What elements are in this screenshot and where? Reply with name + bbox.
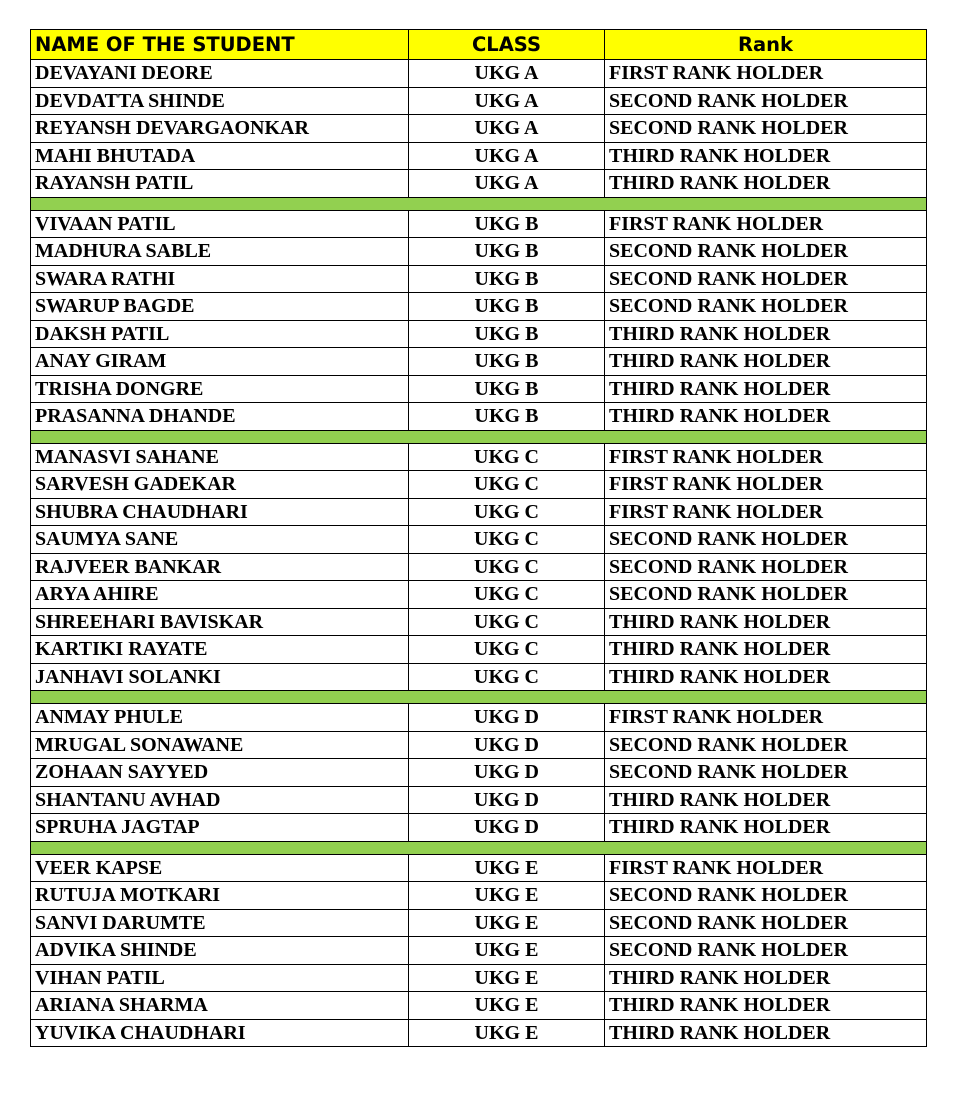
student-class-cell: UKG C <box>409 581 605 609</box>
student-class-cell: UKG E <box>409 882 605 910</box>
header-name: NAME OF THE STUDENT <box>31 30 409 60</box>
student-class-cell: UKG A <box>409 60 605 88</box>
student-rank-cell: FIRST RANK HOLDER <box>605 471 927 499</box>
student-class-cell: UKG B <box>409 348 605 376</box>
student-name-cell: JANHAVI SOLANKI <box>31 663 409 691</box>
table-row <box>31 553 927 581</box>
student-rank-cell: FIRST RANK HOLDER <box>605 210 927 238</box>
table-row <box>31 909 927 937</box>
student-name-cell: DEVAYANI DEORE <box>31 60 409 88</box>
student-class-cell: UKG A <box>409 115 605 143</box>
student-class-cell: UKG D <box>409 759 605 787</box>
table-row <box>31 403 927 431</box>
student-rank-cell: THIRD RANK HOLDER <box>605 608 927 636</box>
student-name-cell: SANVI DARUMTE <box>31 909 409 937</box>
student-name-cell: ARIANA SHARMA <box>31 992 409 1020</box>
student-rank-cell: THIRD RANK HOLDER <box>605 1019 927 1047</box>
header-rank: Rank <box>605 30 927 60</box>
student-class-cell: UKG C <box>409 471 605 499</box>
table-row <box>31 526 927 554</box>
table-row <box>31 471 927 499</box>
student-name-cell: SHANTANU AVHAD <box>31 786 409 814</box>
student-class-cell: UKG D <box>409 731 605 759</box>
student-class-cell: UKG C <box>409 663 605 691</box>
student-name-cell: SWARA RATHI <box>31 265 409 293</box>
student-name-cell: RUTUJA MOTKARI <box>31 882 409 910</box>
table-row <box>31 348 927 376</box>
student-name-cell: MANASVI SAHANE <box>31 443 409 471</box>
student-rank-cell: FIRST RANK HOLDER <box>605 60 927 88</box>
student-rank-cell: THIRD RANK HOLDER <box>605 636 927 664</box>
student-class-cell: UKG B <box>409 403 605 431</box>
student-name-cell: ADVIKA SHINDE <box>31 937 409 965</box>
table-row <box>31 608 927 636</box>
group-separator-band <box>31 430 927 443</box>
student-name-cell: KARTIKI RAYATE <box>31 636 409 664</box>
student-class-cell: UKG E <box>409 964 605 992</box>
student-name-cell: SHUBRA CHAUDHARI <box>31 498 409 526</box>
student-name-cell: TRISHA DONGRE <box>31 375 409 403</box>
student-rank-cell: THIRD RANK HOLDER <box>605 403 927 431</box>
student-name-cell: ZOHAAN SAYYED <box>31 759 409 787</box>
student-class-cell: UKG E <box>409 992 605 1020</box>
student-name-cell: RAYANSH PATIL <box>31 170 409 198</box>
student-class-cell: UKG C <box>409 636 605 664</box>
table-row <box>31 60 927 88</box>
group-separator-band <box>31 841 927 854</box>
table-row <box>31 142 927 170</box>
student-name-cell: VIVAAN PATIL <box>31 210 409 238</box>
table-row <box>31 443 927 471</box>
table-row <box>31 759 927 787</box>
student-class-cell: UKG C <box>409 553 605 581</box>
student-rank-cell: FIRST RANK HOLDER <box>605 443 927 471</box>
student-class-cell: UKG C <box>409 608 605 636</box>
student-name-cell: SARVESH GADEKAR <box>31 471 409 499</box>
student-rank-cell: SECOND RANK HOLDER <box>605 581 927 609</box>
table-row <box>31 992 927 1020</box>
header-class: CLASS <box>409 30 605 60</box>
student-rank-cell: THIRD RANK HOLDER <box>605 992 927 1020</box>
student-class-cell: UKG B <box>409 265 605 293</box>
student-rank-cell: SECOND RANK HOLDER <box>605 526 927 554</box>
student-name-cell: MAHI BHUTADA <box>31 142 409 170</box>
student-name-cell: YUVIKA CHAUDHARI <box>31 1019 409 1047</box>
student-name-cell: ANAY GIRAM <box>31 348 409 376</box>
student-name-cell: SPRUHA JAGTAP <box>31 814 409 842</box>
table-header <box>31 30 927 60</box>
student-name-cell: PRASANNA DHANDE <box>31 403 409 431</box>
student-rank-cell: THIRD RANK HOLDER <box>605 375 927 403</box>
table-row <box>31 937 927 965</box>
table-row <box>31 964 927 992</box>
student-rank-cell: THIRD RANK HOLDER <box>605 320 927 348</box>
group-separator-row <box>31 691 927 704</box>
group-separator-row <box>31 841 927 854</box>
table-row <box>31 375 927 403</box>
table-row <box>31 238 927 266</box>
table-row <box>31 731 927 759</box>
student-rank-cell: SECOND RANK HOLDER <box>605 265 927 293</box>
student-class-cell: UKG A <box>409 170 605 198</box>
table-row <box>31 786 927 814</box>
group-separator-band <box>31 197 927 210</box>
student-class-cell: UKG D <box>409 704 605 732</box>
student-rank-cell: SECOND RANK HOLDER <box>605 937 927 965</box>
student-rank-cell: SECOND RANK HOLDER <box>605 731 927 759</box>
student-name-cell: SAUMYA SANE <box>31 526 409 554</box>
table-row <box>31 320 927 348</box>
student-name-cell: DEVDATTA SHINDE <box>31 87 409 115</box>
table-row <box>31 882 927 910</box>
table-row <box>31 663 927 691</box>
student-name-cell: REYANSH DEVARGAONKAR <box>31 115 409 143</box>
student-class-cell: UKG C <box>409 443 605 471</box>
group-separator-band <box>31 691 927 704</box>
group-separator-row <box>31 430 927 443</box>
student-class-cell: UKG B <box>409 375 605 403</box>
student-class-cell: UKG B <box>409 210 605 238</box>
header-row <box>31 30 927 60</box>
student-name-cell: MRUGAL SONAWANE <box>31 731 409 759</box>
table-row <box>31 87 927 115</box>
table-row <box>31 704 927 732</box>
table-row <box>31 1019 927 1047</box>
student-class-cell: UKG E <box>409 1019 605 1047</box>
student-rank-cell: SECOND RANK HOLDER <box>605 238 927 266</box>
rank-holders-table <box>30 29 927 1047</box>
student-rank-cell: THIRD RANK HOLDER <box>605 964 927 992</box>
student-class-cell: UKG B <box>409 293 605 321</box>
student-class-cell: UKG D <box>409 814 605 842</box>
student-class-cell: UKG E <box>409 854 605 882</box>
student-name-cell: VEER KAPSE <box>31 854 409 882</box>
student-name-cell: RAJVEER BANKAR <box>31 553 409 581</box>
student-class-cell: UKG E <box>409 909 605 937</box>
student-class-cell: UKG C <box>409 498 605 526</box>
table-row <box>31 854 927 882</box>
student-rank-cell: SECOND RANK HOLDER <box>605 115 927 143</box>
student-name-cell: MADHURA SABLE <box>31 238 409 266</box>
student-class-cell: UKG D <box>409 786 605 814</box>
student-class-cell: UKG B <box>409 320 605 348</box>
student-rank-cell: SECOND RANK HOLDER <box>605 87 927 115</box>
table-row <box>31 265 927 293</box>
student-rank-cell: FIRST RANK HOLDER <box>605 854 927 882</box>
table-row <box>31 636 927 664</box>
student-class-cell: UKG C <box>409 526 605 554</box>
student-name-cell: VIHAN PATIL <box>31 964 409 992</box>
student-rank-cell: SECOND RANK HOLDER <box>605 759 927 787</box>
student-name-cell: DAKSH PATIL <box>31 320 409 348</box>
student-rank-cell: SECOND RANK HOLDER <box>605 909 927 937</box>
table-row <box>31 170 927 198</box>
student-rank-cell: FIRST RANK HOLDER <box>605 498 927 526</box>
group-separator-row <box>31 197 927 210</box>
student-rank-cell: FIRST RANK HOLDER <box>605 704 927 732</box>
student-name-cell: ARYA AHIRE <box>31 581 409 609</box>
student-class-cell: UKG E <box>409 937 605 965</box>
student-class-cell: UKG A <box>409 142 605 170</box>
student-name-cell: SHREEHARI BAVISKAR <box>31 608 409 636</box>
student-class-cell: UKG A <box>409 87 605 115</box>
table-body <box>31 60 927 1047</box>
student-rank-cell: THIRD RANK HOLDER <box>605 348 927 376</box>
student-rank-cell: THIRD RANK HOLDER <box>605 142 927 170</box>
table-row <box>31 814 927 842</box>
student-class-cell: UKG B <box>409 238 605 266</box>
student-name-cell: ANMAY PHULE <box>31 704 409 732</box>
table-row <box>31 581 927 609</box>
table-row <box>31 115 927 143</box>
student-rank-cell: SECOND RANK HOLDER <box>605 293 927 321</box>
table-row <box>31 498 927 526</box>
student-rank-cell: THIRD RANK HOLDER <box>605 786 927 814</box>
student-rank-cell: SECOND RANK HOLDER <box>605 553 927 581</box>
student-rank-cell: THIRD RANK HOLDER <box>605 663 927 691</box>
student-rank-cell: SECOND RANK HOLDER <box>605 882 927 910</box>
student-name-cell: SWARUP BAGDE <box>31 293 409 321</box>
student-rank-cell: THIRD RANK HOLDER <box>605 814 927 842</box>
table-row <box>31 293 927 321</box>
table-row <box>31 210 927 238</box>
student-rank-cell: THIRD RANK HOLDER <box>605 170 927 198</box>
